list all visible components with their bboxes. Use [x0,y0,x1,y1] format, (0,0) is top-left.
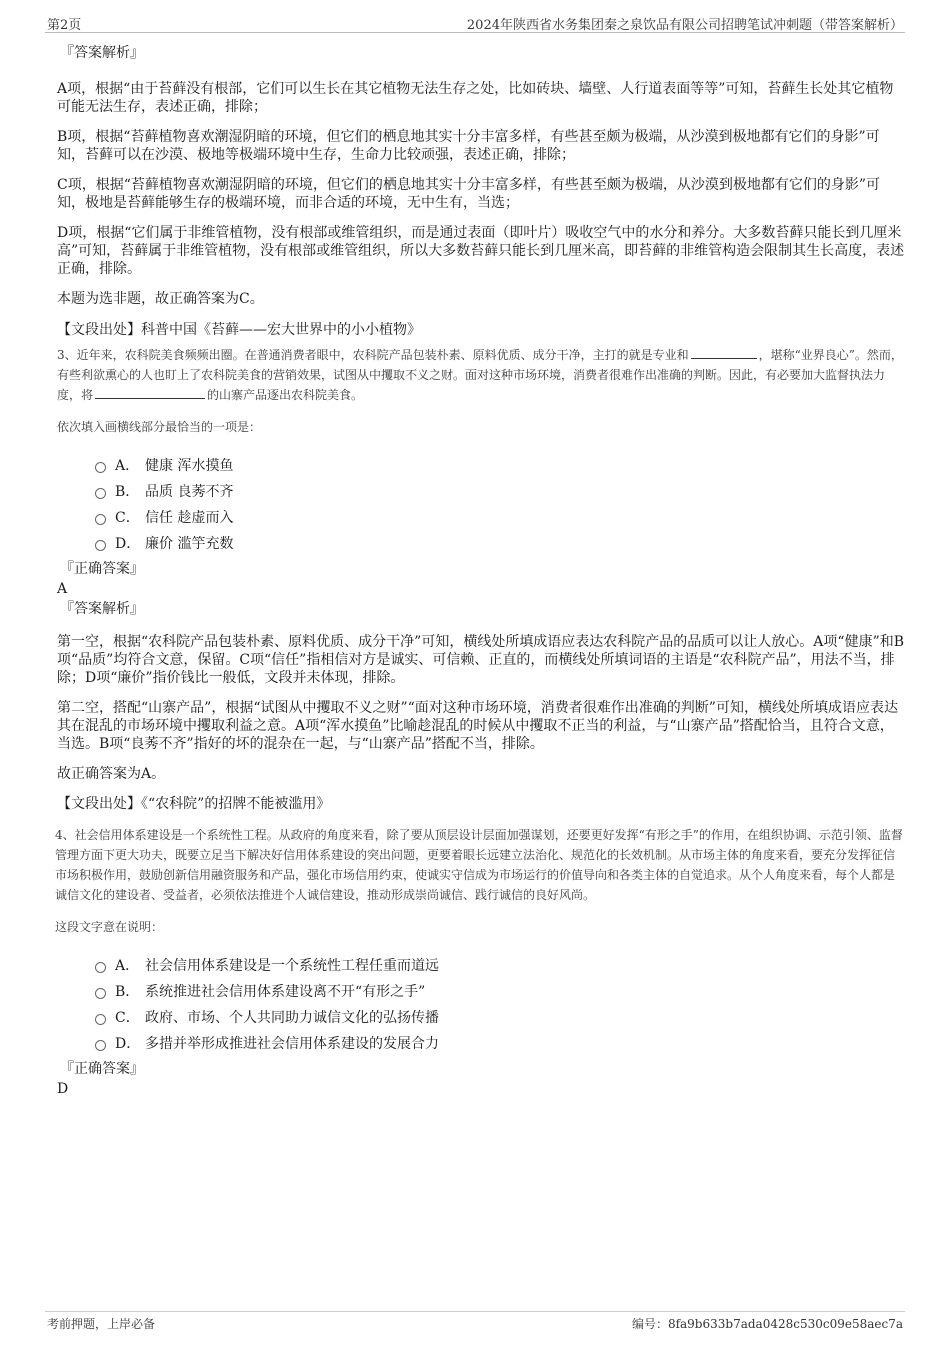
correct-answer: A [57,581,68,597]
page-header [45,12,905,33]
option-text: 社会信用体系建设是一个系统性工程任重而道远 [145,958,439,974]
radio-button[interactable] [95,962,106,973]
analysis-paragraph-1: 第一空，根据“农科院产品包装朴素、原料优质、成分干净”可知，横线处所填成语应表达农科院产品的品质可以让人放心。A项“健康”和B项“品质”均符合文意，保留。C项“信任”指相信对方是诚实、可信赖、正直的，而横线处所填词语的主语是“农科院产品”，用法不当，排除；D项“廉价”指价钱比一般低，文段并未体现，排除。 [57,634,905,686]
radio-button[interactable] [95,488,106,499]
question-4-stem: 4、社会信用体系建设是一个系统性工程。从政府的角度来看，除了要从顶层设计层面加强谋划，还要更好发挥“有形之手”的作用，在组织协调、示范引领、监督管理方面下更大功夫，既要立足当下解决好信用体系建设的突出问题，更要着眼长远建立法治化、规范化的长效机制。从市场主体的角度来看，要充分发挥征信市场积极作用，鼓励创新信用融资服务和产品，强化市场信用约束，使诚实守信成为市场运行的价值导向和各类主体的自觉追求。从个人角度来看，每个人都是诚信文化的建设者、受益者，必须依法推进个人诚信建设，推动形成崇尚诚信、践行诚信的良好风尚。 [55,828,903,902]
option-letter: C． [115,510,140,526]
option-text: 品质 良莠不齐 [145,484,234,500]
radio-button[interactable] [95,988,106,999]
option-text: 政府、市场、个人共同助力诚信文化的弘扬传播 [145,1010,439,1026]
footer-slogan: 考前押题，上岸必备 [47,1317,156,1331]
question-3-prompt: 依次填入画横线部分最恰当的一项是： [57,420,262,434]
option-d[interactable] [95,531,905,557]
source-citation: 【文段出处】科普中国《苔藓——宏大世界中的小小植物》 [57,322,421,338]
page-number: 第2页 [47,18,82,33]
radio-button[interactable] [95,462,106,473]
stem-text-3: 的山寨产品逐出农科院美食。 [207,388,364,402]
question-4-prompt: 这段文字意在说明： [55,920,164,934]
option-text: 信任 趁虚而入 [145,510,234,526]
option-letter: A． [115,958,140,974]
option-letter: B． [115,984,140,1000]
analysis-label: 『答案解析』 [60,45,144,61]
radio-button[interactable] [95,1014,106,1025]
analysis-paragraph-2: 第二空，搭配“山寨产品”，根据“试图从中攫取不义之财”“面对这种市场环境，消费者很难作出准确的判断”可知，横线处所填成语应表达其在混乱的市场环境中攫取利益之意。A项“浑水摸鱼”比喻趁混乱的时候从中攫取不正当的利益，与“山寨产品”搭配恰当，且符合文意，当选。B项“良莠不齐”指好的坏的混杂在一起，与“山寨产品”搭配不当，排除。 [57,700,898,752]
option-d[interactable] [95,1031,905,1057]
analysis-conclusion: 本题为选非题，故正确答案为C。 [57,291,264,307]
option-letter: C． [115,1010,140,1026]
radio-button[interactable] [95,1040,106,1051]
correct-answer: D [57,1081,69,1097]
option-text: 系统推进社会信用体系建设离不开“有形之手” [145,984,426,1000]
question-4-options [95,953,905,1057]
analysis-conclusion: 故正确答案为A。 [57,766,166,782]
option-b[interactable] [95,979,905,1005]
question-3-options [95,453,905,557]
stem-text-1: 3、近年来，农科院美食频频出圈。在普通消费者眼中，农科院产品包装朴素、原料优质、成分干净，主打的就是专业和 [57,348,689,362]
blank-line-1 [691,346,757,359]
option-c[interactable] [95,1005,905,1031]
stem-text-2: ，堪称“业界良心”。然而，有些利欲熏心的人也盯上了农科院美食的营销效果，试图从中攫取不义之财。面对这种市场环境，消费者很难作出准确的判断。因此，有必要加大监督执法力度，将 [57,348,903,402]
source-citation: 【文段出处】《“农科院”的招牌不能被滥用》 [57,796,331,812]
page-footer [45,1311,905,1331]
option-letter: B． [115,484,140,500]
analysis-label: 『答案解析』 [60,601,144,617]
document-id: 编号：8fa9b633b7ada0428c530c09e58aec7a [631,1317,903,1331]
radio-button[interactable] [95,514,106,525]
analysis-paragraph-b: B项，根据“苔藓植物喜欢潮湿阴暗的环境，但它们的栖息地其实十分丰富多样，有些甚至颇为极端，从沙漠到极地都有它们的身影”可知，苔藓可以在沙漠、极地等极端环境中生存，生命力比较顽强，表述正确，排除； [57,129,880,163]
analysis-paragraph-a: A项，根据“由于苔藓没有根部，它们可以生长在其它植物无法生存之处，比如砖块、墙壁、人行道表面等等”可知，苔藓生长处其它植物可能无法生存，表述正确，排除； [57,81,894,115]
analysis-paragraph-d: D项，根据“它们属于非维管植物，没有根部或维管组织，而是通过表面（即叶片）吸收空气中的水分和养分。大多数苔藓只能长到几厘米高”可知，苔藓属于非维管植物，没有根部或维管组织，所以大多数苔藓只能长到几厘米高，即苔藓的非维管构造会限制其生长高度，表述正确，排除。 [57,225,905,277]
document-title: 2024年陕西省水务集团秦之泉饮品有限公司招聘笔试冲刺题（带答案解析） [466,18,903,33]
option-letter: A． [115,458,140,474]
option-text: 健康 浑水摸鱼 [145,458,234,474]
option-c[interactable] [95,505,905,531]
correct-answer-label: 『正确答案』 [60,561,144,577]
correct-answer-label: 『正确答案』 [60,1061,144,1077]
question-3-stem [57,345,905,405]
option-a[interactable] [95,953,905,979]
option-letter: D． [115,536,141,552]
option-b[interactable] [95,479,905,505]
blank-line-2 [95,386,205,399]
analysis-paragraph-c: C项，根据“苔藓植物喜欢潮湿阴暗的环境，但它们的栖息地其实十分丰富多样，有些甚至颇为极端，从沙漠到极地都有它们的身影”可知，极地是苔藓能够生存的极端环境，而非合适的环境，无中生有，当选； [57,177,881,211]
document-body [57,44,905,1099]
option-a[interactable] [95,453,905,479]
option-letter: D． [115,1036,141,1052]
option-text: 廉价 滥竽充数 [145,536,234,552]
radio-button[interactable] [95,540,106,551]
option-text: 多措并举形成推进社会信用体系建设的发展合力 [145,1036,439,1052]
